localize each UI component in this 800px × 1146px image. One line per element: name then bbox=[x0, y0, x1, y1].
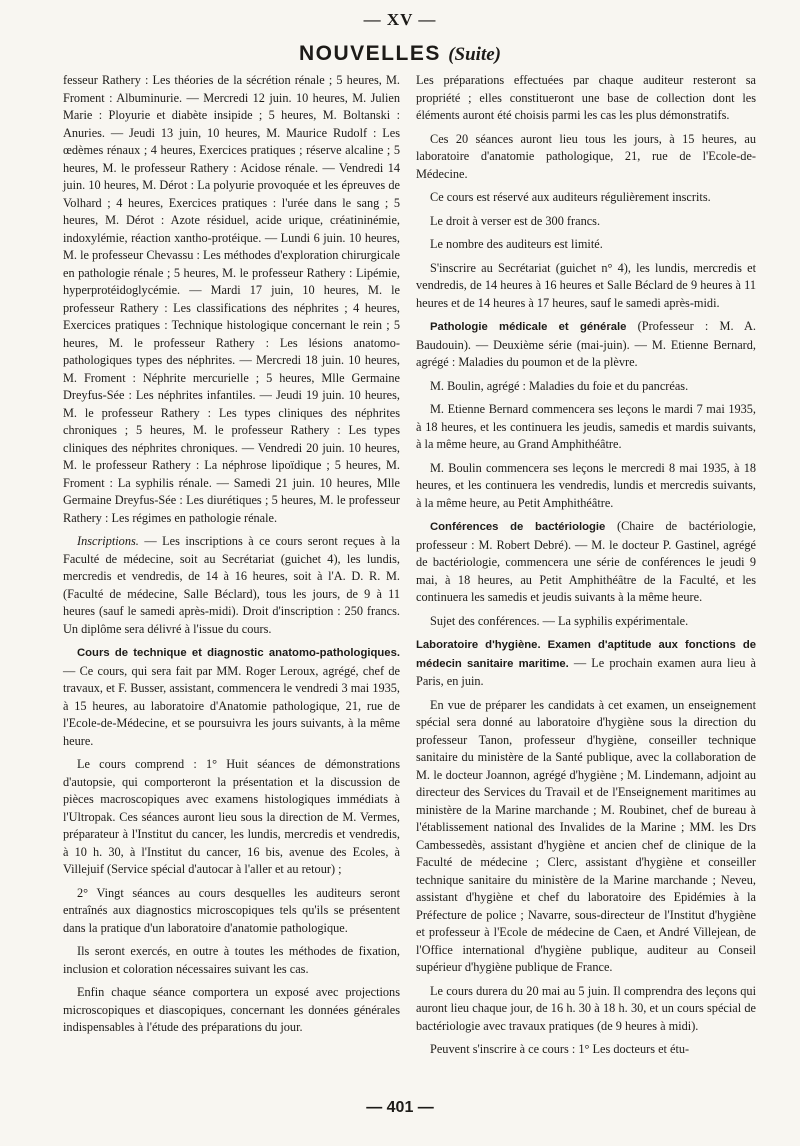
paragraph-text: — Ce cours, qui sera fait par MM. Roger Leroux, agrégé, chef de travaux, et F. Busser, assistant, commencera le vendredi 3 mai 1935, à 15 heures, au laboratoire d'Anatomie pathologique, 21, rue de l'Ecole-de-Médecine, et se poursuivra les jours suivants, à la même heure. bbox=[63, 663, 400, 748]
page-folio: — 401 — bbox=[366, 1099, 434, 1116]
paragraph: Le droit à verser est de 300 francs. bbox=[430, 213, 601, 228]
paragraph: Les préparations effectuées par chaque auditeur resteront sa propriété ; elles constitueront une base de collection dont les éléments auront été choisis parmi les cas les plus démonstratifs. bbox=[416, 73, 756, 122]
paragraph-text: (Chaire de bactériologie, professeur : M. Robert Debré). — M. le docteur P. Gastinel, agrégé de bactériologie, commencera une série de conférences le jeudi 9 mai, à 18 heures, au Petit Amphithéâtre de la Faculté, et les continuera les samedis et jeudis suivants à la même heure. bbox=[416, 519, 757, 604]
paragraph: Peuvent s'inscrire à ce cours : 1° Les docteurs et étu- bbox=[430, 1042, 690, 1056]
section-heading: Conférences de bactériologie bbox=[430, 521, 606, 533]
paragraph: M. Boulin, agrégé : Maladies du foie et du pancréas. bbox=[430, 378, 689, 393]
paragraph-text: — Les inscriptions à ce cours seront reçues à la Faculté de médecine, soit au Secrétariat (guichet 4), les lundis, mercredis et vendredis, de 14 à 16 heures, soit à l'A. D. R. M. (Faculté de médecine, Salle Béclard), tous les jours, de 9 à 11 heures (sauf le samedi après-midi). Droit d'inscription : 250 francs. Un diplôme sera délivré à l'issue du cours. bbox=[63, 534, 400, 636]
paragraph: Ils seront exercés, en outre à toutes les méthodes de fixation, inclusion et coloration nécessaires suivant les cas. bbox=[63, 944, 400, 976]
paragraph: Ce cours est réservé aux auditeurs régulièrement inscrits. bbox=[430, 190, 711, 204]
paragraph-text: — Le prochain examen aura lieu à Paris, en juin. bbox=[416, 655, 756, 688]
paragraph: S'inscrire au Secrétariat (guichet n° 4), les lundis, mercredis et vendredis, de 14 heures à 16 heures et Salle Béclard de 9 heures à 11 heures et de 14 heures à 17 heures, sauf le samedi après-midi. bbox=[416, 260, 756, 310]
paragraph: fesseur Rathery : Les théories de la sécrétion rénale ; 5 heures, M. Froment : Albuminurie. — Mercredi 12 juin. 10 heures, M. Julien Marie : Ployurie et diabète insipide ; 5 heures, M. Boltanski : Anuries. — Jeudi 13 juin, 10 heures, M. Maurice Rudolf : Les œdèmes rénaux ; 4 heures, Exercices pratiques ; réserve alcaline ; 5 heures, M. le professeur Rathery : Acidose rénale. — Vendredi 14 juin. 10 heures, M. Dérot : La polyurie provoquée et les épreuves de Volhard ; 4 heures, Exercices pratiques : l'urée dans le sang ; 5 heures, M. Dérot : Azote résiduel, acide urique, créatininémie, indoxylémie, réaction xantho-protéique. — Lundi 6 juin. 10 heures, M. le professeur Chevassu : Les méthodes d'exploration chirurgicale en pathologie rénale ; 5 heures, M. le professeur Rathery : Lipémie, hyperprotéidoglycémie. — Mardi 17 juin, 10 heures, M. le professeur Rathery : Les classifications des néphrites ; 4 heures, Exercices pratiques : Technique histologique concernant le rein ; 5 heures, M. le professeur Rathery : Les lésions anatomo-pathologiques types des néphrites. — Mercredi 18 juin. 10 heures, M. Froment : Néphrite mercurielle ; 5 heures, Mlle Germaine Dreyfus-Sée : Les néphrites infantiles. — Jeudi 19 juin. 10 heures, M. le professeur Rathery : Les types cliniques des néphrites chroniques ; 5 heures, M. le professeur Rathery : Les types cliniques des néphrites chroniques. — Vendredi 20 juin. 10 heures, M. le professeur Rathery : La néphrose lipoïdique ; 5 heures, M. Froment : La syphilis rénale. — Samedi 21 juin. 10 heures, Mlle Germaine Dreyfus-Sée : Les diurétiques ; 5 heures, M. le professeur Rathery : Les régimes en pathologie rénale. bbox=[63, 73, 400, 525]
section-heading: Cours de technique et diagnostic anatomo-pathologiques. bbox=[77, 647, 400, 659]
right-column bbox=[416, 72, 756, 1065]
title-suite: (Suite) bbox=[448, 44, 501, 65]
paragraph bbox=[416, 636, 756, 691]
paragraph: Enfin chaque séance comportera un exposé avec projections microscopiques et diascopiques, concernant les données générales indispensables à l'étude des préparations du jour. bbox=[63, 985, 400, 1034]
paragraph: Ces 20 séances auront lieu tous les jours, à 15 heures, au laboratoire d'anatomie pathologique, 21, rue de l'Ecole-de-Médecine. bbox=[416, 131, 756, 181]
title-text: NOUVELLES bbox=[299, 42, 441, 65]
paragraph bbox=[416, 318, 756, 372]
left-column bbox=[63, 72, 400, 1043]
paragraph bbox=[63, 644, 400, 750]
section-heading: Laboratoire d'hygiène. Examen d'aptitude aux fonctions de médecin sanitaire maritime. bbox=[416, 639, 756, 670]
paragraph: Le cours comprend : 1° Huit séances de démonstrations d'autopsie, qui comporteront la présentation et la discussion de pièces macroscopiques avec examens histologiques immédiats à l'Ultropak. Ces séances auront lieu sous la direction de M. Vermes, préparateur à l'Institut du cancer, les lundis, mercredis et vendredis, à 10 h. 30, à l'Institut du cancer, 16 bis, avenue des Ecoles, à Villejuif (Service spécial d'autocar à l'aller et au retour) ; bbox=[63, 757, 400, 876]
paragraph: M. Etienne Bernard commencera ses leçons le mardi 7 mai 1935, à 18 heures, et les continuera les jeudis, samedis et mardis suivants, à la même heure, au Grand Amphithéâtre. bbox=[416, 402, 756, 451]
paragraph bbox=[416, 518, 756, 607]
roman-page-number: — XV — bbox=[363, 10, 437, 29]
paragraph: Sujet des conférences. — La syphilis expérimentale. bbox=[430, 613, 689, 628]
paragraph: 2° Vingt séances au cours desquelles les auditeurs seront entraînés aux diagnostics microscopiques tels qu'ils se présentent dans la pratique d'un laboratoire d'anatomie pathologique. bbox=[63, 885, 400, 935]
paragraph: M. Boulin commencera ses leçons le mercredi 8 mai 1935, à 18 heures, et les continuera les vendredis, lundis et mercredis suivants, à la même heure, au Petit Amphithéâtre. bbox=[416, 460, 756, 510]
paragraph: Le cours durera du 20 mai au 5 juin. Il comprendra des leçons qui auront lieu chaque jour, de 16 h. 30 à 18 h. 30, et un cours spécial de bactériologie avec travaux pratiques (de 9 heures à midi). bbox=[416, 983, 756, 1033]
paragraph: En vue de préparer les candidats à cet examen, un enseignement spécial sera donné au laboratoire d'hygiène sous la direction du professeur Tanon, professeur d'hygiène, conseiller technique sanitaire du ministère de la Santé publique, avec la collaboration de M. le docteur Joannon, agrégé d'hygiène ; M. Lindemann, adjoint au directeur des Services du Travail et de l'Enseignement maritimes au ministère de la Marine marchande ; M. Roubinet, chef de bureau à l'établissement national des Invalides de la Marine ; MM. les Drs Cambessedès, assistant d'hygiène et ancien chef de clinique de la Faculté de médecine ; Clerc, assistant d'hygiène et conseiller technique sanitaire du ministère de la Marine marchande ; Neveu, assistant d'hygiène et chef du laboratoire des Epidémies à la Préfecture de police ; Navarre, sous-directeur de l'Institut d'hygiène et professeur à l'Ecole de médecine de Caen, et André Villejean, de l'Office international d'hygiène publique, auditeur au Conseil supérieur d'hygiène publique de France. bbox=[416, 697, 756, 974]
paragraph bbox=[63, 533, 400, 638]
section-heading: Pathologie médicale et générale bbox=[430, 321, 627, 333]
page-title bbox=[0, 42, 800, 66]
paragraph-text: (Professeur : M. A. Baudouin). — Deuxième série (mai-juin). — M. Etienne Bernard, agrégé : Maladies du poumon et de la plèvre. bbox=[416, 319, 757, 369]
paragraph: Le nombre des auditeurs est limité. bbox=[430, 237, 603, 251]
paragraph-lead: Inscriptions. bbox=[77, 534, 139, 548]
